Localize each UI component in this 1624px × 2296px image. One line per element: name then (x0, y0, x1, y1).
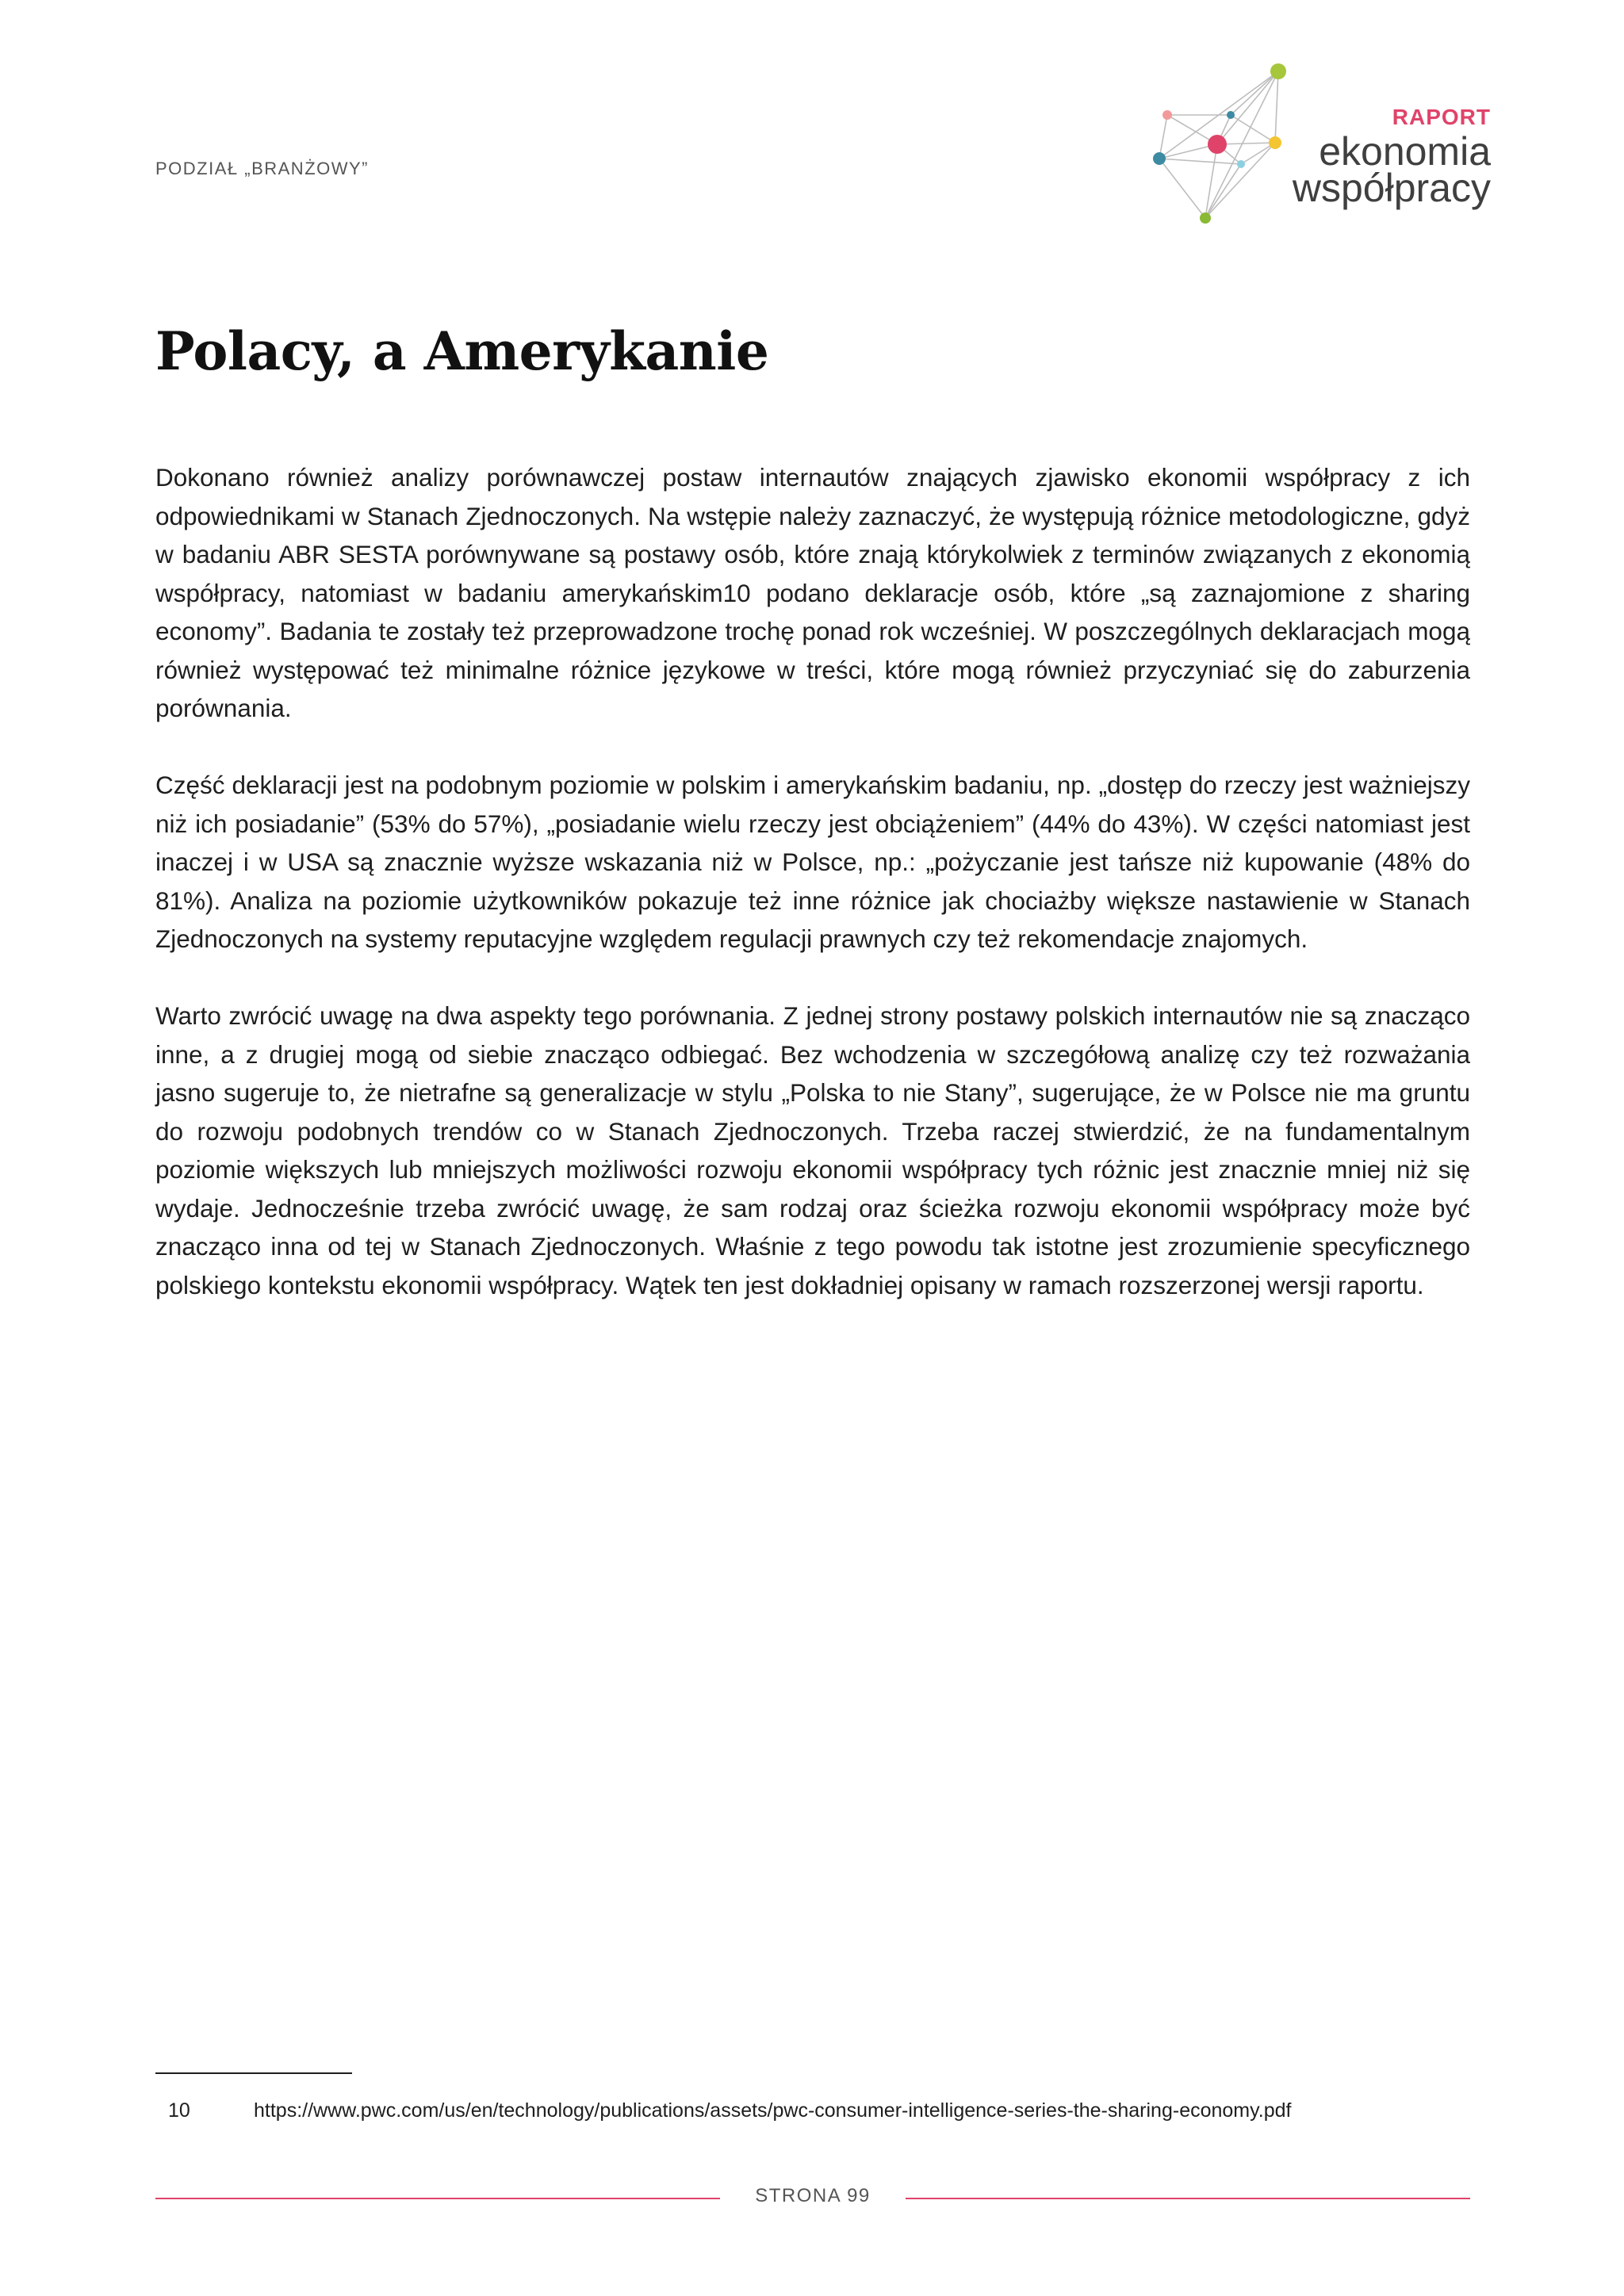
logo-line1-text: ekonomia (1319, 129, 1491, 174)
body-text (155, 458, 1470, 1343)
footnote-number: 10 (168, 2099, 190, 2122)
page-number: STRONA 99 (755, 2185, 871, 2206)
report-logo (1134, 55, 1491, 230)
footnote-link[interactable]: https://www.pwc.com/us/en/technology/publications/assets/pwc-consumer-intelligence-series-the-sharing-economy.pdf (254, 2099, 1292, 2122)
paragraph-1: Dokonano również analizy porównawczej postaw internautów znających zjawisko ekonomii współpracy z ich odpowiednikami w Stanach Zjednoczonych. Na wstępie należy zaznaczyć, że występują różnice metodologiczne, gdyż w badaniu ABR SESTA porównywane są postawy osób, które znają którykolwiek z terminów związanych z ekonomią współpracy, natomiast w badaniu amerykańskim10 podano deklaracje osób, które „są zaznajomione z sharing economy”. Badania te zostały też przeprowadzone trochę ponad rok wcześniej. W poszczególnych deklaracjach mogą również występować też minimalne różnice językowe w treści, które mogą również przyczyniać się do zaburzenia porównania. (155, 463, 1470, 722)
footer-divider-left (155, 2198, 720, 2199)
page-title: Polacy, a Amerykanie (155, 320, 769, 382)
section-label: PODZIAŁ „BRANŻOWY” (155, 159, 370, 178)
footer-divider-right (906, 2198, 1470, 2199)
logo-line2-text: współpracy (1292, 166, 1491, 210)
paragraph-2: Część deklaracji jest na podobnym poziomie w polskim i amerykańskim badaniu, np. „dostęp do rzeczy jest ważniejszy niż ich posiadanie” (53% do 57%), „posiadanie wielu rzeczy jest obciążeniem” (44% do 43%). W części natomiast jest inaczej i w USA są znacznie wyższe wskazania niż w Polsce, np.: „pożyczanie jest tańsze niż kupowanie (48% do 81%). Analiza na poziomie użytkowników pokazuje też inne różnice jak chociażby większe nastawienie w Stanach Zjednoczonych na systemy reputacyjne względem regulacji prawnych czy też rekomendacje znajomych. (155, 771, 1470, 953)
logo-raport-text: RAPORT (1392, 105, 1491, 129)
footnote-divider (155, 2072, 352, 2074)
paragraph-3: Warto zwrócić uwagę na dwa aspekty tego porównania. Z jednej strony postawy polskich internautów nie są znacząco inne, a z drugiej mogą od siebie znacząco odbiegać. Bez wchodzenia w szczegółową analizę czy też rozważania jasno sugeruje to, że nietrafne są generalizacje w stylu „Polska to nie Stany”, sugerujące, że w Polsce nie ma gruntu do rozwoju podobnych trendów co w Stanach Zjednoczonych. Trzeba raczej stwierdzić, że na fundamentalnym poziomie większych lub mniejszych możliwości rozwoju ekonomii współpracy tych różnic jest znacznie mniej niż się wydaje. Jednocześnie trzeba zwrócić uwagę, że sam rodzaj oraz ścieżka rozwoju ekonomii współpracy może być znacząco inna od tej w Stanach Zjednoczonych. Właśnie z tego powodu tak istotne jest zrozumienie specyficznego polskiego kontekstu ekonomii współpracy. Wątek ten jest dokładniej opisany w ramach rozszerzonej wersji raportu. (155, 1001, 1470, 1299)
